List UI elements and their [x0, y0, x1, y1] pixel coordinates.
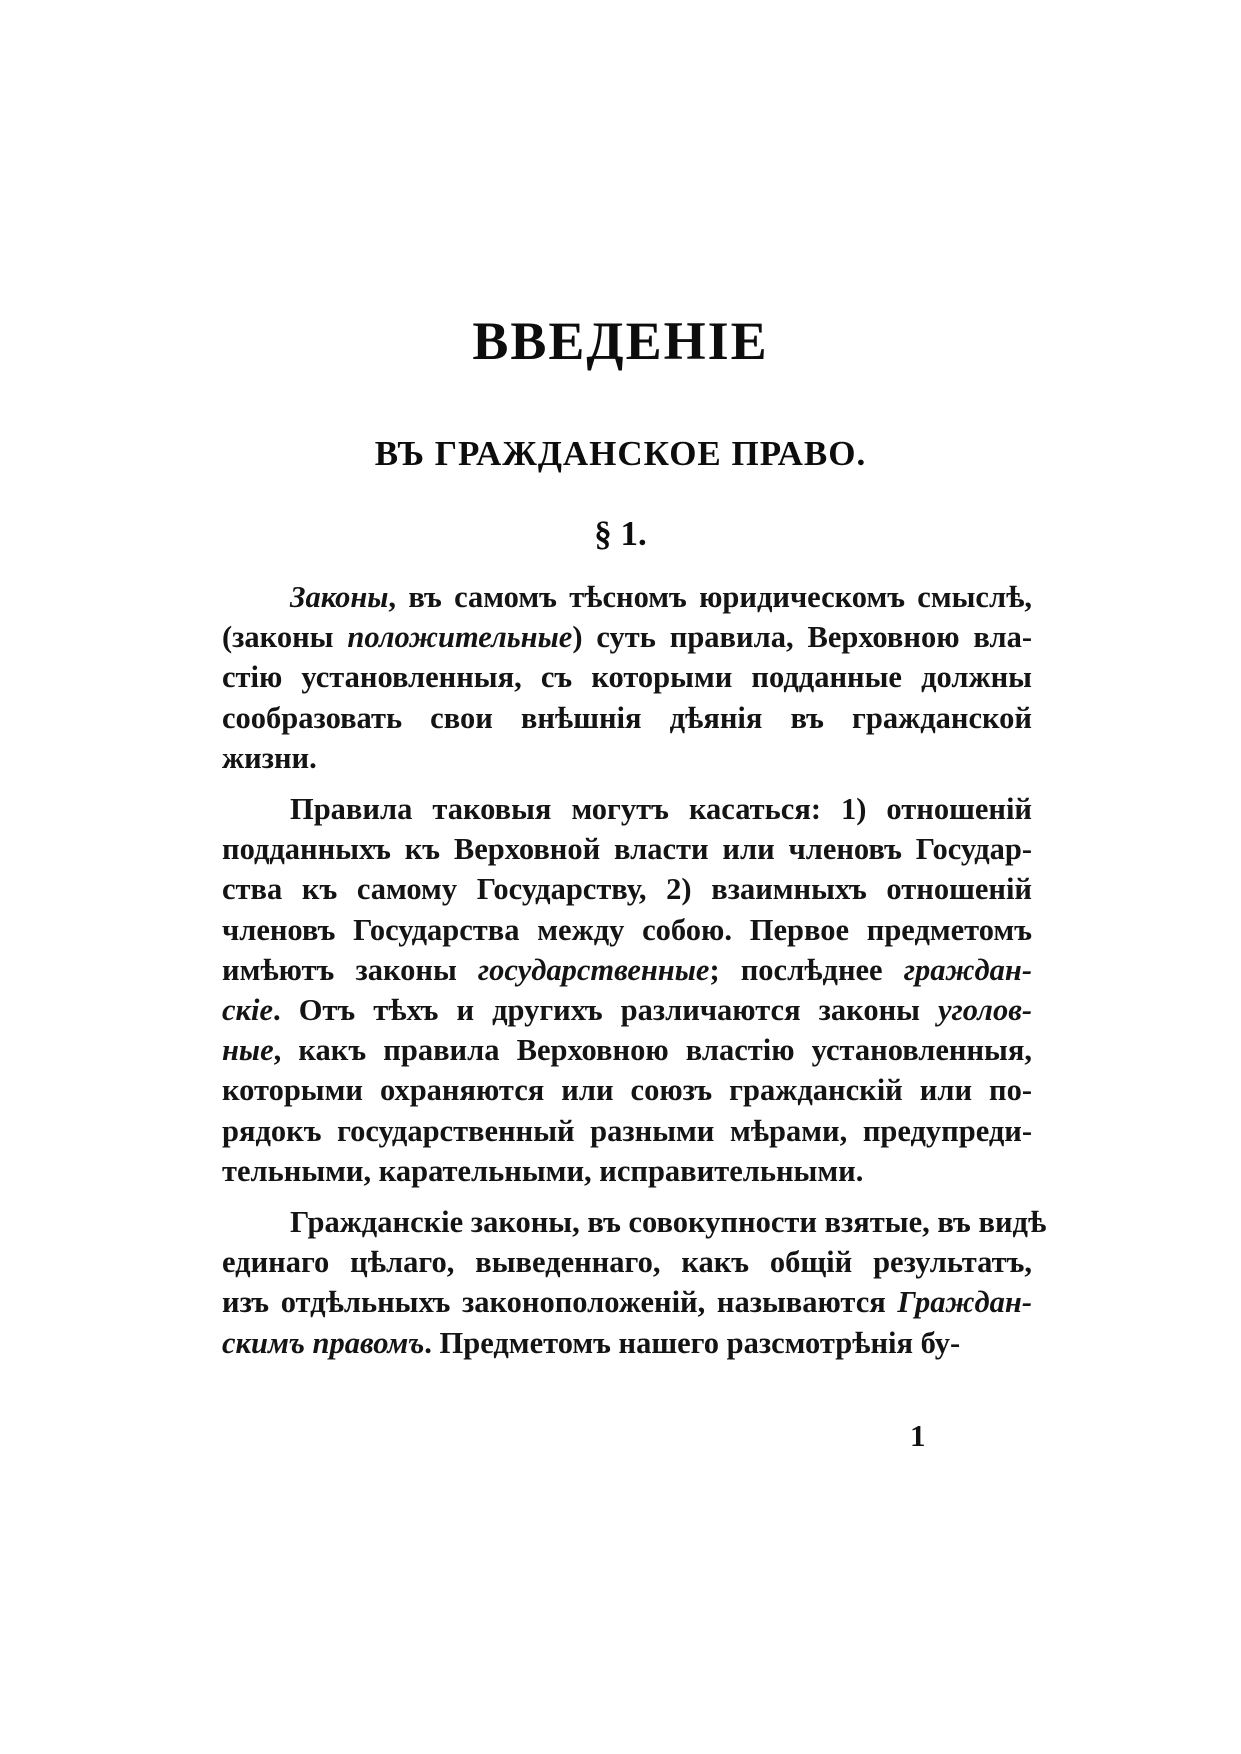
- text-line: [222, 789, 1032, 829]
- text-line: [222, 950, 1032, 990]
- paragraph: [222, 577, 1032, 778]
- text-run: подданныхъ къ Верховной власти или членовъ Государ-: [222, 832, 1032, 867]
- section-number: § 1.: [594, 514, 647, 553]
- text-line: [222, 1282, 1032, 1322]
- text-run: ; послѣднее: [709, 952, 904, 987]
- text-run: . Предметомъ нашего разсмотрѣнія бу-: [424, 1325, 961, 1360]
- italic-term: уголов-: [938, 993, 1032, 1028]
- paragraph: [222, 1202, 1047, 1363]
- text-line: [222, 990, 1032, 1030]
- text-line: [222, 1111, 1032, 1151]
- text-run: , въ самомъ тѣсномъ юридическомъ смыслѣ,: [388, 580, 1032, 614]
- text-run: тельными, карательными, исправительными.: [222, 1153, 864, 1188]
- text-run: стію установленныя, съ которыми подданные должны: [222, 660, 1032, 695]
- text-line: [222, 1151, 1032, 1191]
- italic-term: государственные: [477, 952, 710, 987]
- paragraph: [222, 789, 1032, 1191]
- text-run: ) суть правила, Верховною вла-: [572, 620, 1032, 655]
- text-run: которыми охраняются или союзъ гражданскій или по-: [222, 1073, 1032, 1108]
- text-run: ства къ самому Государству, 2) взаимныхъ отношеній: [222, 872, 1032, 907]
- text-run: . Отъ тѣхъ и другихъ различаются законы: [273, 993, 939, 1028]
- text-line: [222, 577, 1032, 617]
- text-line: [222, 1242, 1032, 1282]
- text-line: [222, 738, 1032, 778]
- italic-term: ные: [222, 1033, 274, 1068]
- page-number: 1: [910, 1418, 926, 1453]
- body-text: [222, 577, 1047, 1374]
- italic-term: граждан-: [903, 952, 1033, 987]
- text-run: рядокъ государственный разными мѣрами, предупреди-: [222, 1113, 1032, 1148]
- text-line: [222, 829, 1032, 869]
- text-line: [222, 869, 1032, 909]
- italic-term: Граждан-: [897, 1285, 1032, 1320]
- text-run: , какъ правила Верховною властію установленныя,: [273, 1033, 1032, 1068]
- italic-term: положительные: [347, 620, 573, 655]
- text-run: сообразовать свои внѣшнія дѣянія въ гражданской: [222, 700, 1032, 735]
- text-line: [222, 657, 1032, 697]
- text-run: Правила таковыя могутъ касаться: 1) отношеній: [290, 792, 1032, 827]
- text-run: имѣютъ законы: [222, 952, 478, 987]
- text-line: [222, 910, 1032, 950]
- text-run: изъ отдѣльныхъ законоположеній, называются: [222, 1285, 898, 1320]
- text-run: (законы: [222, 620, 348, 655]
- text-line: [222, 1202, 1047, 1242]
- page-subtitle: ВЪ ГРАЖДАНСКОЕ ПРАВО.: [374, 434, 867, 473]
- text-line: [222, 1030, 1032, 1070]
- text-run: Гражданскіе законы, въ совокупности взятые, въ видѣ: [290, 1205, 1047, 1240]
- text-line: [222, 1323, 1032, 1363]
- text-line: [222, 617, 1032, 657]
- italic-term: скіе: [222, 993, 274, 1028]
- text-line: [222, 698, 1032, 738]
- text-run: единаго цѣлаго, выведеннаго, какъ общій результатъ,: [222, 1245, 1032, 1280]
- text-run: жизни.: [222, 740, 317, 775]
- italic-term: Законы: [290, 580, 389, 614]
- text-line: [222, 1070, 1032, 1110]
- page-title: ВВЕДЕНІЕ: [472, 311, 769, 371]
- text-run: членовъ Государства между собою. Первое предметомъ: [222, 912, 1032, 947]
- italic-term: скимъ правомъ: [222, 1325, 425, 1360]
